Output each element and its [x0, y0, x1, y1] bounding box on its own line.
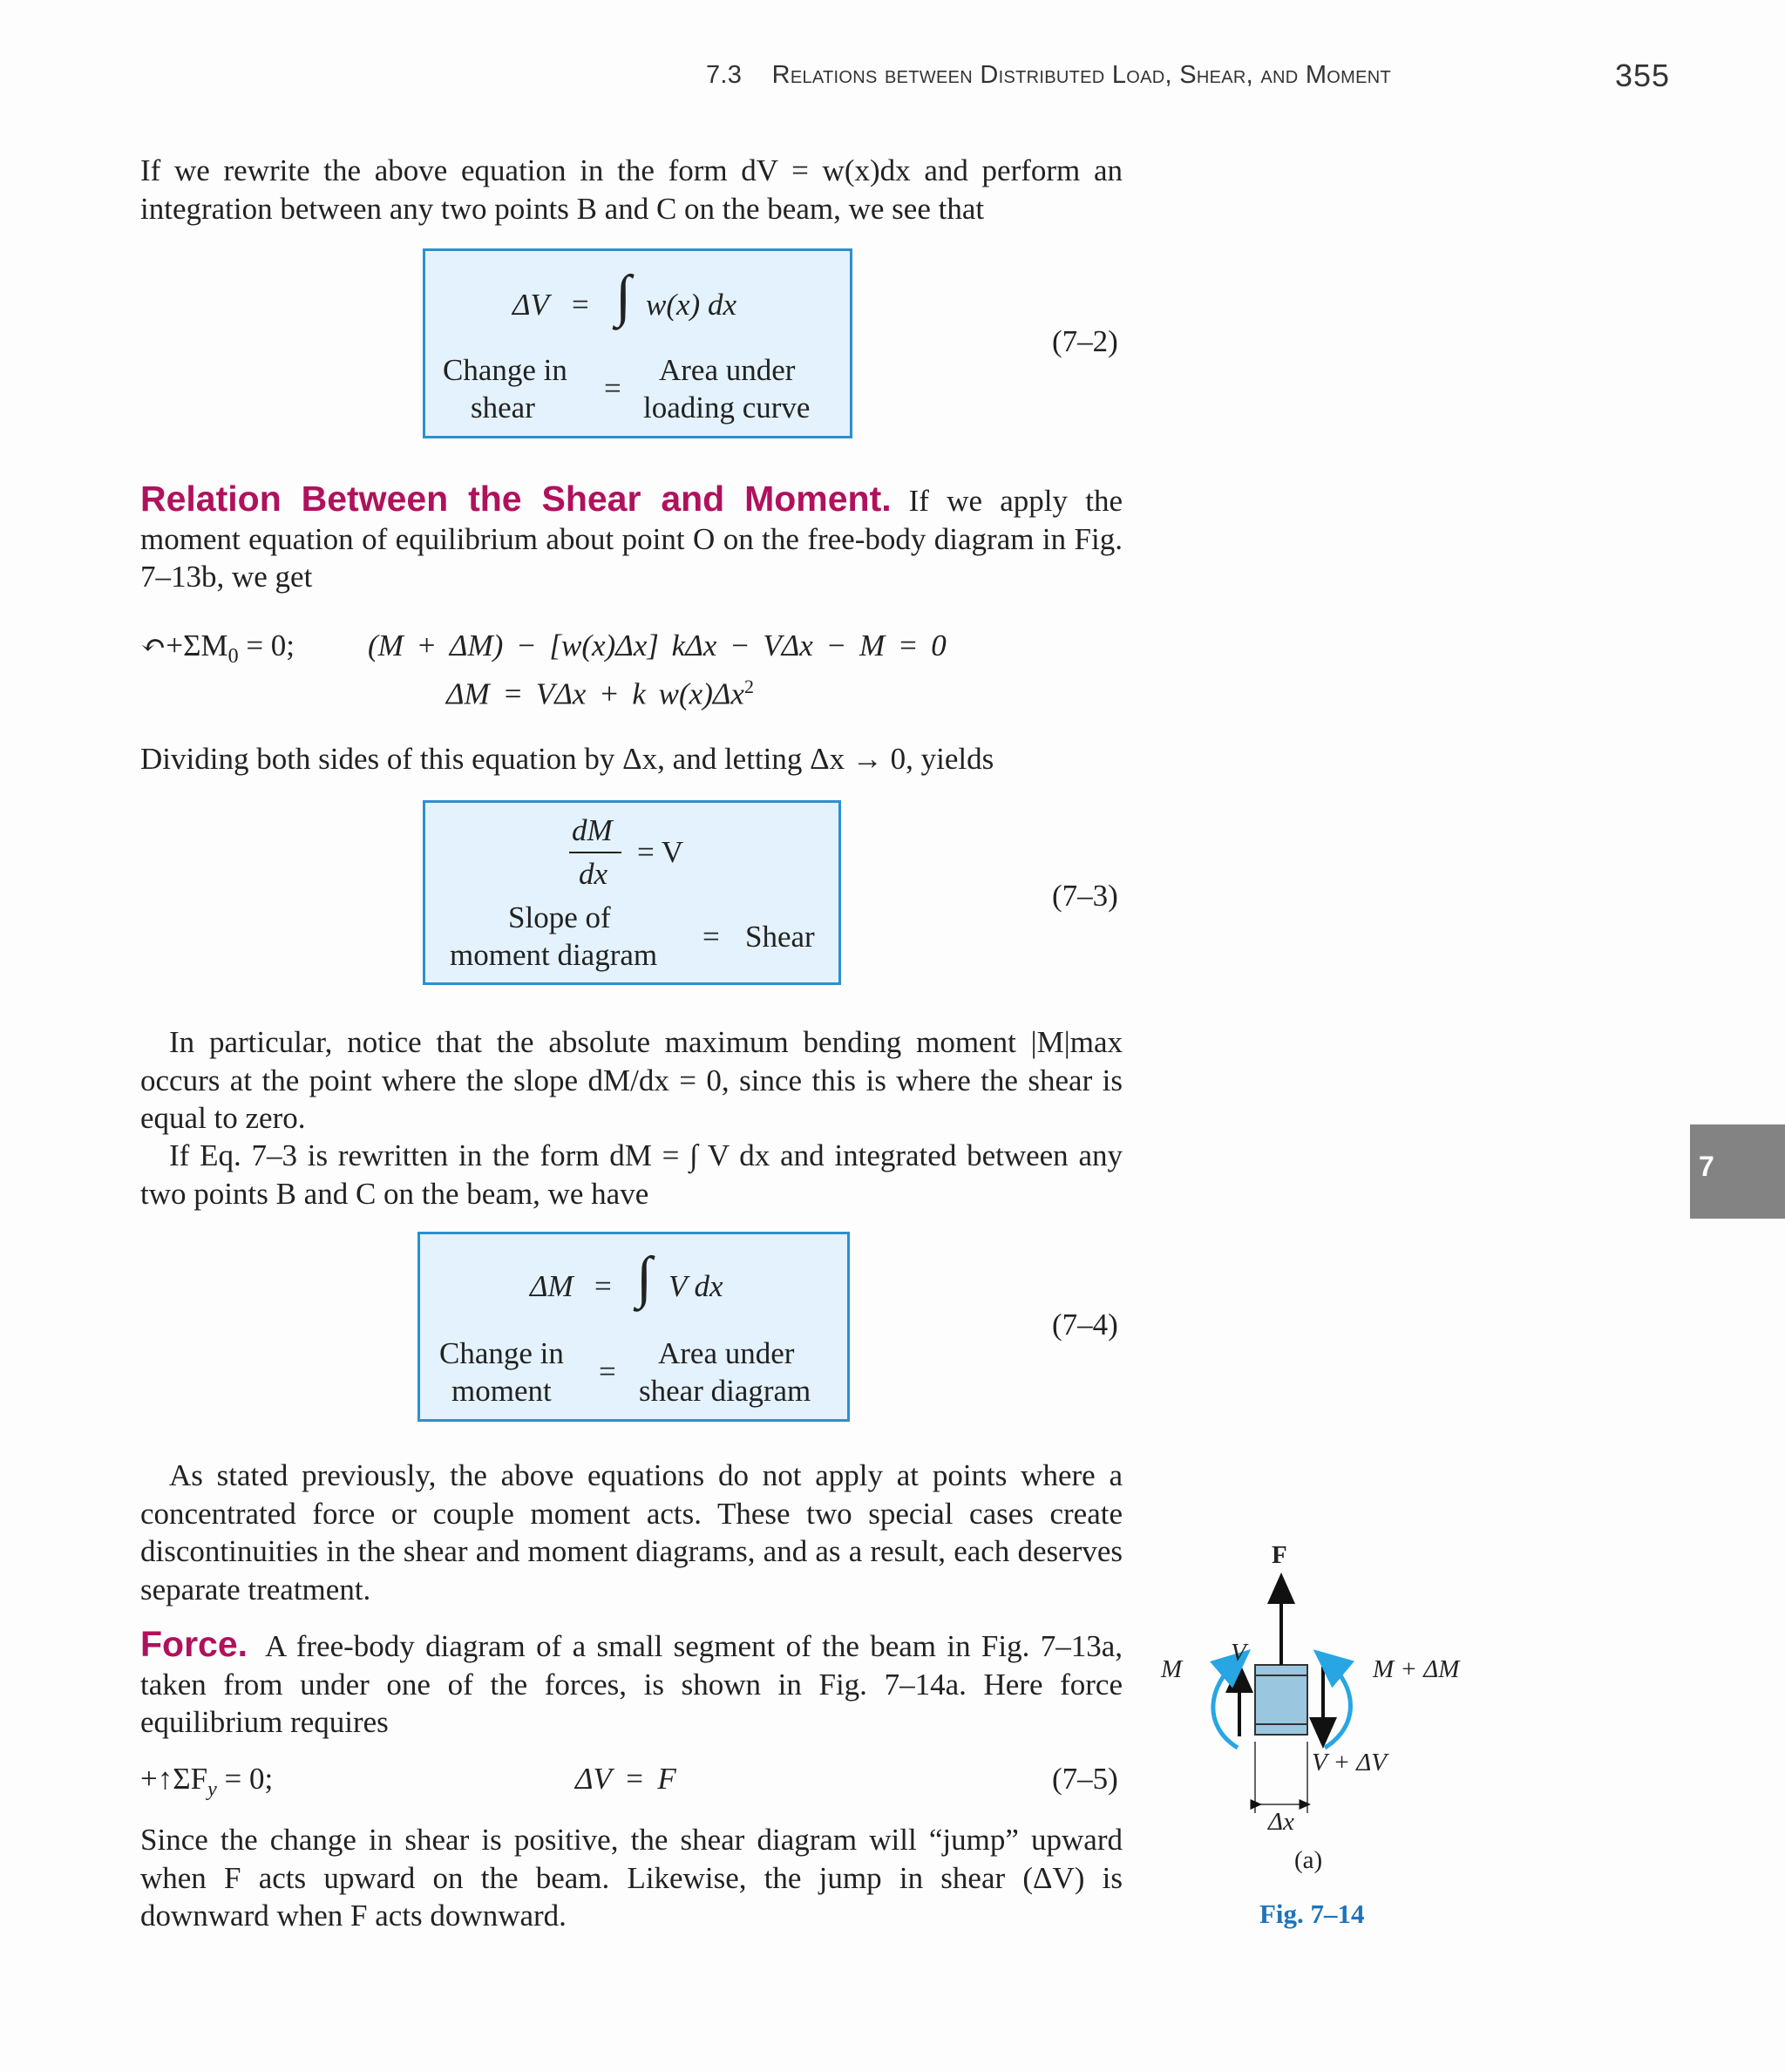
eq73-label-left-2: moment diagram — [450, 938, 658, 972]
eq73-label-right: Shear — [745, 920, 815, 954]
section-heading-shear-moment: Relation Between the Shear and Moment. — [140, 479, 892, 519]
fig-label-F: F — [1272, 1541, 1287, 1569]
eq72-label-left-1: Change in — [443, 353, 567, 387]
eq74-label-equals: = — [599, 1355, 616, 1389]
equation-7-2-box — [423, 248, 852, 438]
eq73-numerator: dM — [572, 813, 613, 847]
running-header — [706, 61, 1391, 90]
paragraph-7: Since the change in shear is positive, the shear diagram will “jump” upward when F acts upward on the beam. Likewise, the jump in shear (ΔV) is downward when F acts downward. — [140, 1823, 1123, 1933]
moment-equation-line-1: (M + ΔM) − [w(x)Δx] kΔx − VΔx − M = 0 — [368, 628, 947, 662]
moment-equation-line-2: ΔM = VΔx + k $w(x)\Delta x^2$ — [446, 676, 754, 711]
eq73-rhs: = V — [637, 835, 684, 869]
eq72-integral: ∫ — [615, 264, 632, 328]
equation-number-7-5: (7–5) — [1052, 1762, 1118, 1796]
paragraph-6-text: A free-body diagram of a small segment of the beam in Fig. 7–13a, taken from under one of the forces, is shown in Fig. 7–14a. Here force equilibrium requires — [140, 1629, 1123, 1739]
moment-M-plus-arrow — [1325, 1661, 1351, 1748]
section-heading-force: Force. — [140, 1624, 248, 1664]
eq74-equals: = — [594, 1269, 612, 1303]
eq72-label-equals: = — [604, 371, 621, 405]
paragraph-2-text: If we apply the moment equation of equilibrium about point O on the free-body diagram in Fig. 7–13b, we get — [140, 484, 1123, 594]
fig-label-M: M — [1161, 1655, 1183, 1683]
moment-equation-label: $↶+\Sigma M_0 = 0$; — [140, 628, 295, 668]
page-number: 355 — [1615, 58, 1671, 93]
eq73-fraction-bar — [569, 852, 621, 853]
section-title: Relations between Distributed Load, Shear, and Moment — [771, 61, 1392, 89]
equation-7-3-box — [423, 800, 841, 985]
paragraph-4a: In particular, notice that the absolute maximum bending moment |M|max occurs at the point where the slope dM/dx = 0, since this is where the shear is equal to zero. — [140, 1025, 1123, 1135]
paragraph-1: If we rewrite the above equation in the form dV = w(x)dx and perform an integration between any two points B and C on the beam, we see that — [140, 153, 1123, 226]
eq72-label-left-2: shear — [471, 391, 535, 425]
section-number: 7.3 — [706, 61, 743, 89]
eq72-equals: = — [572, 288, 589, 322]
eq73-label-equals: = — [702, 920, 720, 954]
figure-7-14 — [1142, 1525, 1508, 1944]
paragraph-3: Dividing both sides of this equation by Δx, and letting Δx → 0, yields — [140, 742, 994, 776]
fig-label-V: V — [1231, 1639, 1246, 1667]
eq72-label-right-1: Area under — [659, 353, 796, 387]
paragraph-5: As stated previously, the above equations do not apply at points where a concentrated force or couple moment acts. These two special cases create discontinuities in the shear and moment diagrams, and as a result, each deserves separate treatment. — [140, 1458, 1123, 1607]
chapter-tab: 7 — [1690, 1124, 1785, 1219]
eq73-denominator: dx — [579, 857, 608, 891]
eq72-rhs: w(x) dx — [646, 288, 736, 322]
eq74-lhs: ΔM — [530, 1269, 574, 1303]
eq72-label-right-2: loading curve — [643, 391, 811, 425]
equation-number-7-3: (7–3) — [1052, 879, 1118, 913]
eq74-label-left-1: Change in — [439, 1336, 564, 1370]
equation-7-4-box — [417, 1232, 850, 1422]
eq74-label-right-2: shear diagram — [639, 1374, 811, 1408]
paragraph-2 — [140, 480, 1123, 596]
eq73-label-left-1: Slope of — [508, 900, 611, 934]
moment-M-arrow — [1213, 1661, 1238, 1748]
figure-caption: Fig. 7–14 — [1259, 1899, 1365, 1929]
fig-label-V-plus: V + ΔV — [1312, 1749, 1387, 1776]
eq74-label-right-1: Area under — [658, 1336, 795, 1370]
paragraph-4b: If Eq. 7–3 is rewritten in the form dM = ∫ V dx and integrated between any two points B and C on the beam, we have — [140, 1138, 1123, 1211]
equation-number-7-4: (7–4) — [1052, 1308, 1118, 1342]
paragraph-6 — [140, 1626, 1123, 1742]
fig-label-part-a: (a) — [1294, 1846, 1323, 1874]
fig-label-dx: Δx — [1268, 1808, 1294, 1836]
eq74-label-left-2: moment — [451, 1374, 552, 1408]
eq74-rhs: V dx — [669, 1269, 723, 1303]
equation-7-5-label: $+↑\Sigma F_y = 0$; — [140, 1762, 274, 1801]
eq74-integral: ∫ — [636, 1246, 653, 1309]
equation-number-7-2: (7–2) — [1052, 324, 1118, 358]
eq72-lhs: ΔV — [512, 288, 549, 322]
equation-7-5-body: ΔV = F — [575, 1762, 676, 1796]
fig-label-M-plus: M + ΔM — [1373, 1655, 1460, 1683]
